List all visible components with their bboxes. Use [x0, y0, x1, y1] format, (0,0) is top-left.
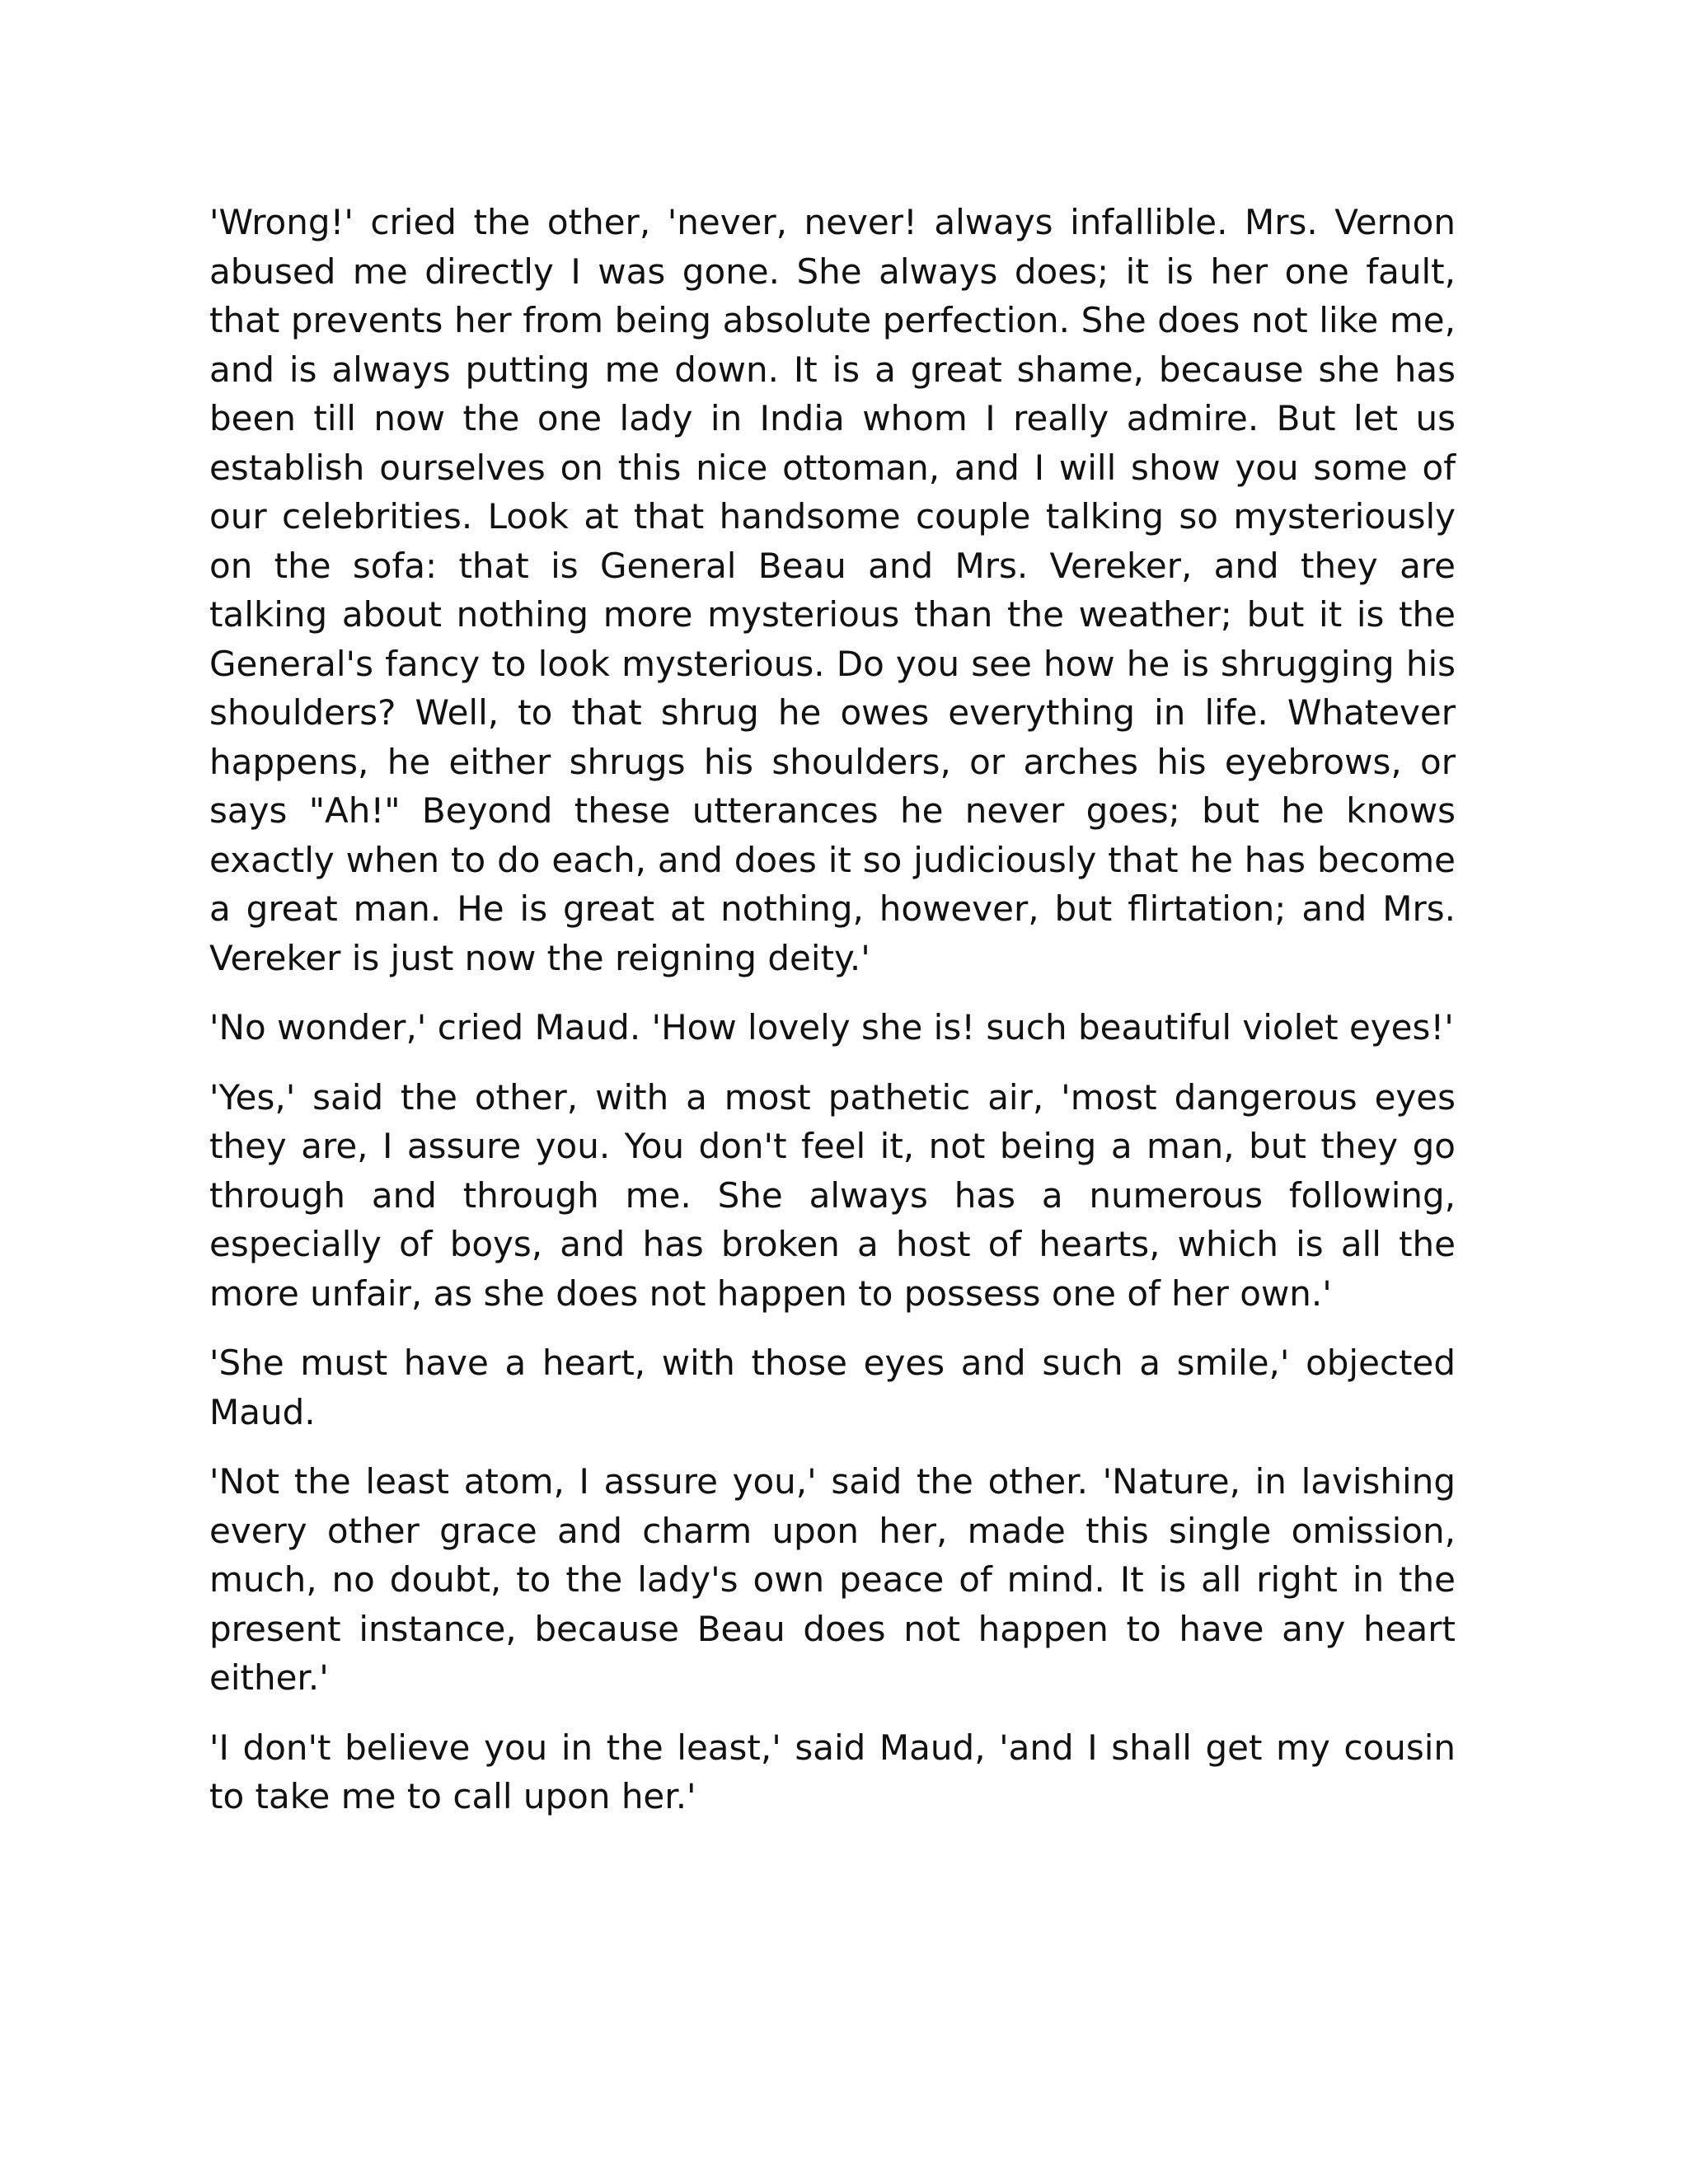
body-text: [209, 198, 1456, 1842]
paragraph: 'Not the least atom, I assure you,' said the other. 'Nature, in lavishing every other grace and charm upon her, made this single omission, much, no doubt, to the lady's own peace of mind. It is all right in the present instance, because Beau does not happen to have any heart either.': [209, 1461, 1456, 1698]
paragraph: 'Yes,' said the other, with a most pathetic air, 'most dangerous eyes they are, I assure you. You don't feel it, not being a man, but they go through and through me. She always has a numerous following, especially of boys, and has broken a host of hearts, which is all the more unfair, as she does not happen to possess one of her own.': [209, 1076, 1456, 1314]
paragraph: 'I don't believe you in the least,' said Maud, 'and I shall get my cousin to take me to call upon her.': [209, 1727, 1456, 1816]
paragraph: 'No wonder,' cried Maud. 'How lovely she is! such beautiful violet eyes!': [209, 1007, 1454, 1047]
paragraph: 'Wrong!' cried the other, 'never, never! always infallible. Mrs. Vernon abused me directly I was gone. She always does; it is her one fault, that prevents her from being absolute perfection. She does not like me, and is always putting me down. It is a great shame, because she has been till now the one lady in India whom I really admire. But let us establish ourselves on this nice ottoman, and I will show you some of our celebrities. Look at that handsome couple talking so mysteriously on the sofa: that is General Beau and Mrs. Vereker, and they are talking about nothing more mysterious than the weather; but it is the General's fancy to look mysterious. Do you see how he is shrugging his shoulders? Well, to that shrug he owes everything in life. Whatever happens, he either shrugs his shoulders, or arches his eyebrows, or says "Ah!" Beyond these utterances he never goes; but he knows exactly when to do each, and does it so judiciously that he has become a great man. He is great at nothing, however, but flirtation; and Mrs. Vereker is just now the reigning deity.': [209, 202, 1456, 978]
paragraph: 'She must have a heart, with those eyes and such a smile,' objected Maud.: [209, 1343, 1456, 1432]
